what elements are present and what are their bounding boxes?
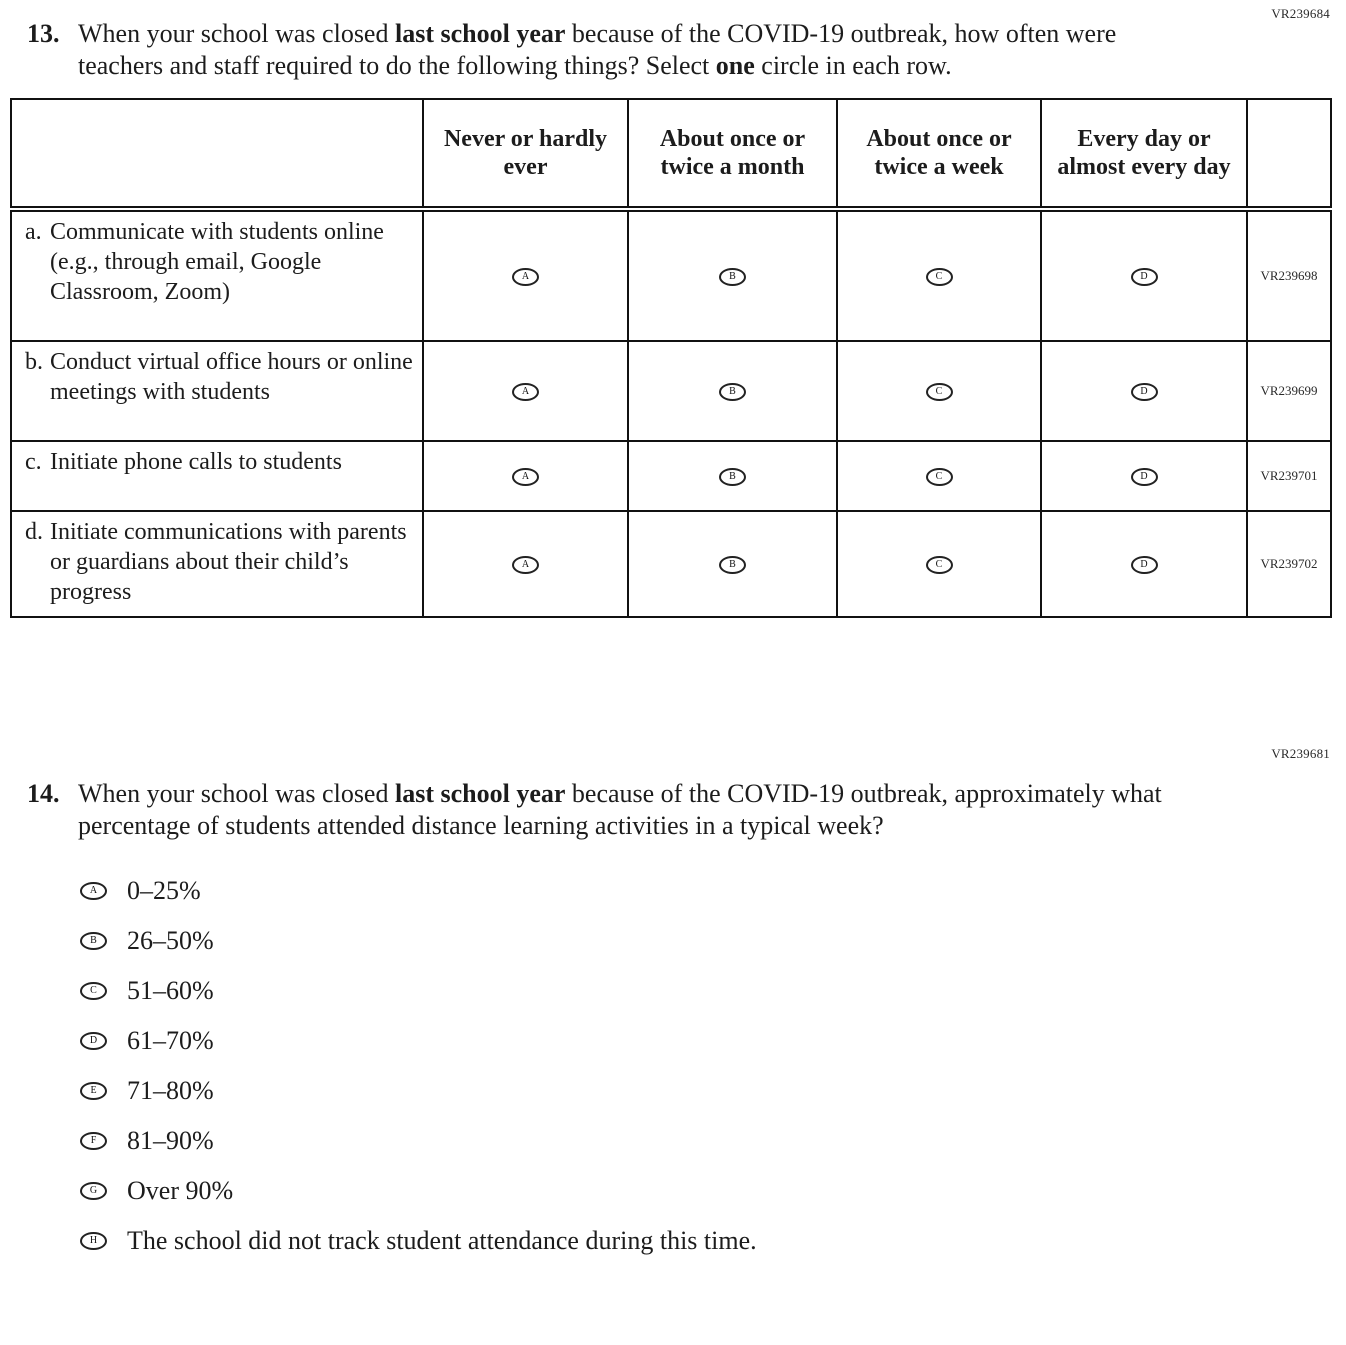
bubble-letter: C — [935, 386, 943, 397]
row-label-text: Communicate with students online (e.g., through email, Google Classroom, Zoom) — [50, 219, 384, 305]
answer-cell-c — [837, 209, 1041, 341]
question-text-bold: last school year — [394, 19, 566, 48]
form-code-top: VR239684 — [1271, 6, 1330, 21]
q14-option-h — [80, 1216, 1346, 1266]
answer-cell-d — [1041, 209, 1247, 341]
answer-cell-b — [628, 441, 837, 511]
row-label — [12, 447, 414, 477]
answer-cell-d — [1041, 511, 1247, 617]
q14-option-f — [80, 1116, 1346, 1166]
question-text-bold: one — [715, 51, 755, 80]
question-13-text — [78, 18, 1178, 82]
answer-bubble-q14-c[interactable] — [80, 982, 107, 1000]
bubble-letter: E — [90, 1085, 97, 1096]
answer-bubble-a-d[interactable] — [1131, 268, 1158, 286]
row-letter: c. — [25, 449, 42, 475]
row-label-text: Conduct virtual office hours or online meetings with students — [50, 349, 413, 405]
question-text-segment: because of the COVID-19 outbreak, approximately what percentage of students attended distance learning activities in a typical week? — [78, 779, 1162, 840]
grid-corner-cell — [11, 99, 423, 209]
option-label: 81–90% — [127, 1126, 214, 1155]
answer-bubble-q14-g[interactable] — [80, 1182, 107, 1200]
option-label: The school did not track student attendance during this time. — [127, 1226, 757, 1255]
q13-response-grid — [10, 98, 1332, 618]
question-text-segment: circle in each row. — [754, 51, 952, 80]
row-code: VR239698 — [1247, 209, 1331, 341]
row-letter: b. — [25, 349, 43, 375]
answer-cell-d — [1041, 341, 1247, 441]
bubble-letter: D — [1140, 471, 1148, 482]
answer-bubble-q14-b[interactable] — [80, 932, 107, 950]
bubble-letter: B — [729, 386, 736, 397]
bubble-letter: A — [89, 885, 98, 896]
row-code: VR239699 — [1247, 341, 1331, 441]
row-code: VR239702 — [1247, 511, 1331, 617]
row-label-cell — [11, 511, 423, 617]
grid-column-header-a: Never or hardly ever — [423, 99, 628, 209]
answer-cell-a — [423, 341, 628, 441]
bubble-letter: B — [729, 471, 736, 482]
grid-column-header-d: Every day or almost every day — [1041, 99, 1247, 209]
answer-bubble-d-c[interactable] — [926, 556, 953, 574]
answer-bubble-c-a[interactable] — [512, 468, 539, 486]
answer-bubble-b-a[interactable] — [512, 383, 539, 401]
question-text-segment: When your school was closed — [78, 19, 395, 48]
grid-row-d — [11, 511, 1331, 617]
question-text-bold: last school year — [394, 779, 566, 808]
option-label: Over 90% — [127, 1176, 234, 1205]
row-label-cell — [11, 341, 423, 441]
question-text-segment: because of the COVID-19 outbreak, how often were teachers and staff required to do the following things? Select — [78, 19, 1117, 80]
question-14-number: 14. — [27, 779, 60, 808]
option-label: 61–70% — [127, 1026, 214, 1055]
q14-option-g — [80, 1166, 1346, 1216]
row-label — [12, 347, 414, 407]
bubble-letter: B — [729, 271, 736, 282]
bubble-letter: C — [90, 985, 97, 996]
answer-cell-b — [628, 209, 837, 341]
grid-row-c — [11, 441, 1331, 511]
answer-cell-a — [423, 511, 628, 617]
answer-bubble-b-b[interactable] — [719, 383, 746, 401]
bubble-letter: D — [89, 1035, 98, 1046]
form-code-mid: VR239681 — [1271, 746, 1330, 761]
answer-cell-c — [837, 441, 1041, 511]
answer-bubble-a-a[interactable] — [512, 268, 539, 286]
bubble-letter: A — [521, 271, 530, 282]
row-label-cell — [11, 209, 423, 341]
bubble-letter: C — [935, 471, 943, 482]
q14-option-a — [80, 866, 1346, 916]
bubble-letter: A — [521, 471, 530, 482]
answer-bubble-q14-e[interactable] — [80, 1082, 107, 1100]
answer-bubble-q14-f[interactable] — [80, 1132, 107, 1150]
answer-bubble-q14-a[interactable] — [80, 882, 107, 900]
option-label: 51–60% — [127, 976, 214, 1005]
answer-cell-d — [1041, 441, 1247, 511]
answer-bubble-d-a[interactable] — [512, 556, 539, 574]
question-14 — [27, 778, 1346, 842]
grid-row-a — [11, 209, 1331, 341]
bubble-letter: F — [90, 1135, 97, 1146]
option-label: 26–50% — [127, 926, 214, 955]
grid-column-header-c: About once or twice a week — [837, 99, 1041, 209]
row-label-text: Initiate communications with parents or guardians about their child’s progress — [50, 519, 407, 605]
row-label — [12, 217, 414, 307]
answer-bubble-b-d[interactable] — [1131, 383, 1158, 401]
q14-option-d — [80, 1016, 1346, 1066]
question-13-number: 13. — [27, 19, 60, 48]
answer-bubble-q14-d[interactable] — [80, 1032, 107, 1050]
q14-option-b — [80, 916, 1346, 966]
bubble-letter: D — [1140, 559, 1148, 570]
grid-header-row — [11, 99, 1331, 209]
answer-cell-c — [837, 341, 1041, 441]
answer-cell-a — [423, 441, 628, 511]
answer-bubble-c-c[interactable] — [926, 468, 953, 486]
option-label: 0–25% — [127, 876, 201, 905]
answer-cell-a — [423, 209, 628, 341]
grid-column-header-b: About once or twice a month — [628, 99, 837, 209]
bubble-letter: G — [89, 1185, 98, 1196]
row-letter: d. — [25, 519, 43, 545]
q14-option-e — [80, 1066, 1346, 1116]
row-label-cell — [11, 441, 423, 511]
answer-bubble-a-c[interactable] — [926, 268, 953, 286]
question-text-segment: When your school was closed — [78, 779, 395, 808]
question-14-text — [78, 778, 1178, 842]
answer-bubble-d-d[interactable] — [1131, 556, 1158, 574]
answer-bubble-d-b[interactable] — [719, 556, 746, 574]
answer-bubble-q14-h[interactable] — [80, 1232, 107, 1250]
bubble-letter: A — [521, 559, 530, 570]
row-code: VR239701 — [1247, 441, 1331, 511]
answer-cell-c — [837, 511, 1041, 617]
answer-bubble-b-c[interactable] — [926, 383, 953, 401]
question-13 — [27, 18, 1346, 82]
answer-cell-b — [628, 511, 837, 617]
bubble-letter: D — [1140, 271, 1148, 282]
row-letter: a. — [25, 219, 42, 245]
answer-cell-b — [628, 341, 837, 441]
row-label-text: Initiate phone calls to students — [50, 449, 342, 475]
answer-bubble-c-b[interactable] — [719, 468, 746, 486]
option-label: 71–80% — [127, 1076, 214, 1105]
bubble-letter: D — [1140, 386, 1148, 397]
row-label — [12, 517, 414, 607]
q14-option-c — [80, 966, 1346, 1016]
answer-bubble-a-b[interactable] — [719, 268, 746, 286]
answer-bubble-c-d[interactable] — [1131, 468, 1158, 486]
bubble-letter: A — [521, 386, 530, 397]
bubble-letter: B — [90, 935, 97, 946]
bubble-letter: H — [89, 1235, 98, 1246]
bubble-letter: C — [935, 559, 943, 570]
grid-row-b — [11, 341, 1331, 441]
bubble-letter: B — [729, 559, 736, 570]
grid-code-column-header — [1247, 99, 1331, 209]
bubble-letter: C — [935, 271, 943, 282]
question-14-options — [80, 866, 1346, 1266]
